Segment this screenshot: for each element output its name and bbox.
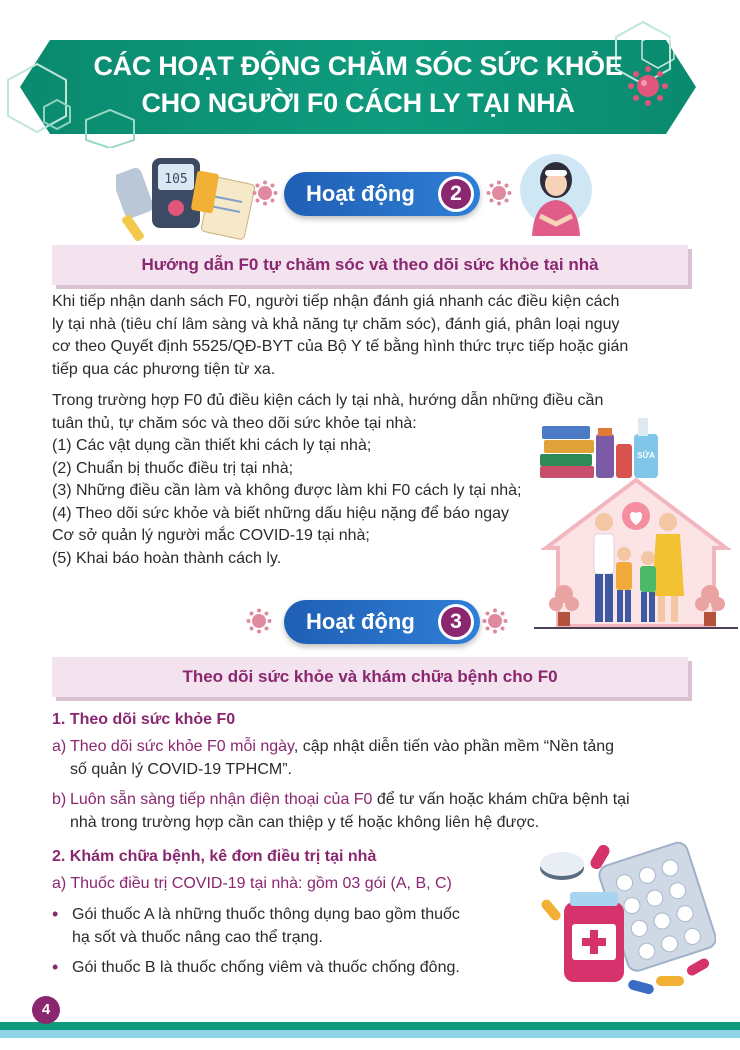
heading-health-monitoring: 1. Theo dõi sức khỏe F0 xyxy=(52,711,236,728)
list-item: (1) Các vật dụng cần thiết khi cách ly tại nhà; xyxy=(52,437,372,454)
item-text xyxy=(70,789,630,812)
medical-devices-illustration xyxy=(116,150,256,242)
list-item: (5) Khai báo hoàn thành cách ly. xyxy=(52,549,282,567)
page-number: 4 xyxy=(32,996,60,1024)
activity-3-number: 3 xyxy=(438,604,474,640)
activity-2-label: Hoạt động xyxy=(306,181,415,206)
item-highlight: Theo dõi sức khỏe F0 mỗi ngày xyxy=(70,738,294,755)
virus-icon xyxy=(252,180,278,206)
activity-2-paragraph-1 xyxy=(52,291,692,381)
item-marker: a) xyxy=(52,738,67,755)
list-item: (3) Những điều cần làm và không được làm khi F0 cách ly tại nhà; xyxy=(52,482,522,499)
activity-3-section-title: Theo dõi sức khỏe và khám chữa bệnh cho F0 xyxy=(52,657,688,697)
heading-home-treatment: 2. Khám chữa bệnh, kê đơn điều trị tại nhà xyxy=(52,848,377,865)
bullet-package-b xyxy=(52,956,532,980)
page-title-line-2: CHO NGƯỜI F0 CÁCH LY TẠI NHÀ xyxy=(141,88,575,118)
virus-icon xyxy=(482,608,508,634)
item-marker: b) xyxy=(52,791,67,808)
sick-person-illustration xyxy=(518,146,594,238)
footer-strip-light xyxy=(0,1030,740,1038)
item-a-daily-monitoring xyxy=(52,736,692,782)
paragraph-line: tuân thủ, tự chăm sóc và theo dõi sức khỏe tại nhà: xyxy=(52,414,417,432)
bullet-line-2: hạ sốt và thuốc nâng cao thể trạng. xyxy=(72,929,323,946)
activity-3-badge xyxy=(284,600,480,644)
list-item: (4) Theo dõi sức khỏe và biết những dấu hiệu nặng để báo ngay xyxy=(52,504,510,522)
item-text-line-2: nhà trong trường hợp cần can thiệp y tế hoặc không liên hệ được. xyxy=(70,813,540,831)
bullet-package-a xyxy=(52,903,532,949)
page-title xyxy=(20,48,696,122)
item-text xyxy=(70,736,614,759)
quarantine-supplies-illustration xyxy=(538,414,662,480)
item-a-treatment-packages: a) Thuốc điều trị COVID-19 tại nhà: gồm 03 gói (A, B, C) xyxy=(52,875,452,892)
activity-3-label: Hoạt động xyxy=(306,609,415,634)
milk-carton-label: SỮA xyxy=(637,451,655,460)
virus-icon xyxy=(246,608,272,634)
paragraph-line: Trong trường hợp F0 đủ điều kiện cách ly tại nhà, hướng dẫn những điều cần xyxy=(52,392,604,409)
bullet-dot: • xyxy=(52,957,59,977)
item-text-line-2: số quản lý COVID-19 TPHCM”. xyxy=(70,760,292,778)
medicine-illustration xyxy=(536,832,716,1004)
paragraph-line: ly tại nhà (tiêu chí lâm sàng và khả năng tự chăm sóc), đánh giá, phân loại nguy xyxy=(52,315,620,333)
activity-2-number: 2 xyxy=(438,176,474,212)
page-title-line-1: CÁC HOẠT ĐỘNG CHĂM SÓC SỨC KHỎE xyxy=(93,51,623,81)
item-b-phone-support xyxy=(52,789,692,835)
footer-strip xyxy=(0,1022,740,1030)
bullet-dot: • xyxy=(52,904,59,924)
paragraph-line: tiếp qua các phương tiện từ xa. xyxy=(52,360,276,378)
paragraph-line: cơ theo Quyết định 5525/QĐ-BYT của Bộ Y tế bằng hình thức trực tiếp hoặc gián xyxy=(52,338,629,355)
family-at-home-illustration xyxy=(534,476,738,634)
list-item: Cơ sở quản lý người mắc COVID-19 tại nhà; xyxy=(52,527,370,544)
paragraph-line: Khi tiếp nhận danh sách F0, người tiếp nhận đánh giá nhanh các điều kiện cách xyxy=(52,293,620,310)
list-item: (2) Chuẩn bị thuốc điều trị tại nhà; xyxy=(52,459,294,477)
activity-2-section-title: Hướng dẫn F0 tự chăm sóc và theo dõi sức khỏe tại nhà xyxy=(52,245,688,285)
glucose-meter-reading: 105 xyxy=(164,172,188,187)
bullet-line-1: Gói thuốc B là thuốc chống viêm và thuốc chống đông. xyxy=(72,959,460,976)
item-rest: , cập nhật diễn tiến vào phần mềm “Nền tảng xyxy=(293,738,615,755)
item-highlight: Luôn sẵn sàng tiếp nhận điện thoại của F0 xyxy=(70,791,373,808)
virus-icon xyxy=(486,180,512,206)
item-rest: để tư vấn hoặc khám chữa bệnh tại xyxy=(372,791,630,808)
activity-2-badge xyxy=(284,172,480,216)
bullet-line-1: Gói thuốc A là những thuốc thông dụng bao gồm thuốc xyxy=(72,906,460,923)
